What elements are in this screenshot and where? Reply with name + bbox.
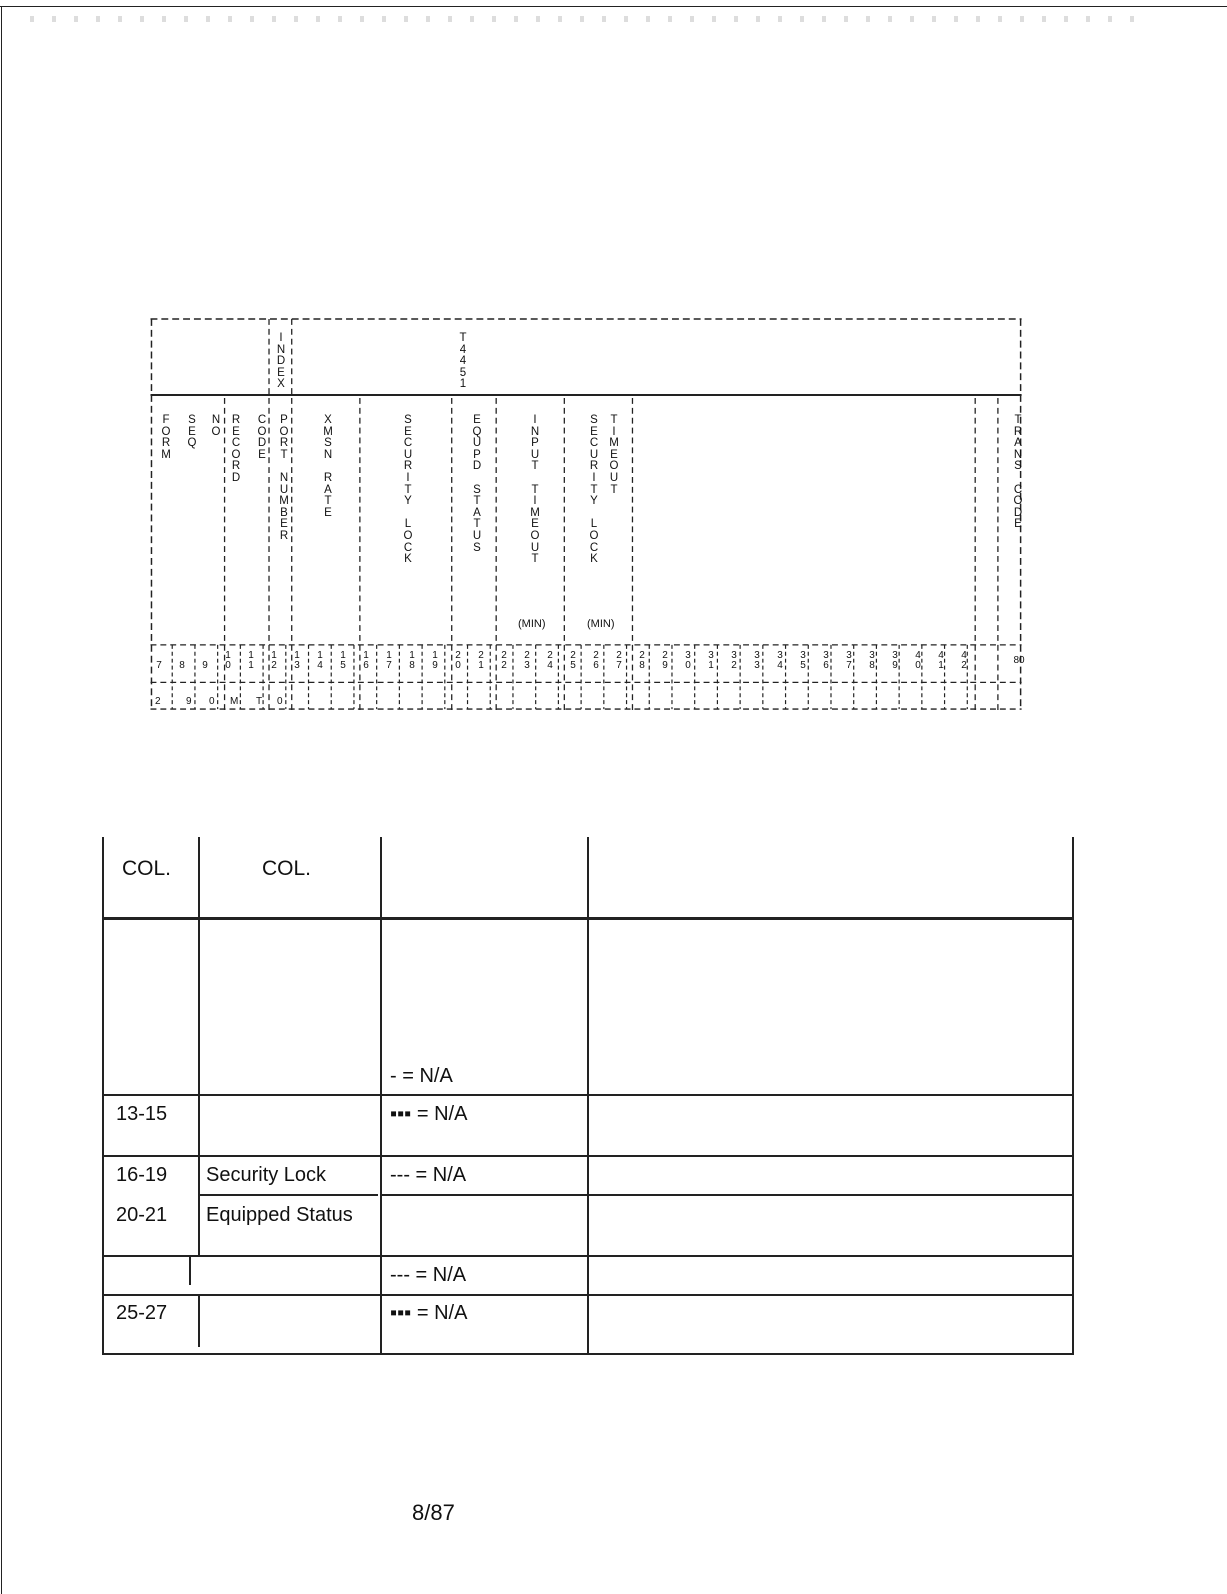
column-number: 2 0	[455, 650, 461, 671]
col-label-trans-code: T R A N S C O D E	[1013, 414, 1023, 531]
prefilled-value: M	[230, 696, 239, 707]
table-row-entry: --- = N/A	[390, 1264, 467, 1286]
column-number: 3 2	[731, 650, 737, 671]
column-number: 2 5	[570, 650, 576, 671]
table-row-col: 16-19	[116, 1164, 168, 1186]
column-number: 3 7	[846, 650, 852, 671]
col-label-input-timeout: I N P U T T I M E O U T	[530, 414, 540, 566]
col-label-port-number: P O R T N U M B E R	[279, 414, 289, 542]
column-number: 3 0	[685, 650, 691, 671]
column-number: 3 6	[823, 650, 829, 671]
table-row-col: 25-27	[116, 1302, 168, 1324]
col-label-security-lock-timeout: S E C U R I T Y L O C K	[589, 414, 599, 566]
page-border-left	[1, 6, 2, 1594]
table-row-col: 13-15	[116, 1103, 168, 1125]
column-number: 2 8	[639, 650, 645, 671]
column-number: 2 4	[547, 650, 553, 671]
page-date: 8/87	[412, 1500, 455, 1525]
col-label-no: N O	[211, 414, 221, 438]
table-row-name: Equipped Status	[206, 1204, 353, 1226]
prefilled-value: 0	[209, 696, 215, 707]
column-number: 1 3	[294, 650, 300, 671]
scan-noise	[30, 16, 1140, 22]
col-label-form: F O R M	[161, 414, 171, 461]
col-label-seq: S E Q	[187, 414, 197, 450]
col-label-equipped-status: E Q U P D S T A T U S	[472, 414, 482, 554]
column-number: 3 9	[892, 650, 898, 671]
column-number: 3 3	[754, 650, 760, 671]
column-number: 7	[156, 660, 162, 671]
column-number: 1 4	[317, 650, 323, 671]
column-number: 1 6	[363, 650, 369, 671]
col-label-record: R E C O R D	[231, 414, 241, 484]
column-number: 1 2	[271, 650, 277, 671]
column-number: 1 5	[340, 650, 346, 671]
col-label-timeout: T I M E O U T	[609, 414, 619, 496]
column-number: 1 1	[248, 650, 254, 671]
prefilled-value: 2	[155, 696, 161, 707]
column-number: 1 9	[432, 650, 438, 671]
col-label-xmsn-rate: X M S N R A T E	[323, 414, 333, 519]
column-number: 1 8	[409, 650, 415, 671]
header-col: COL.	[122, 857, 172, 880]
prefilled-value: 0	[277, 696, 283, 707]
transaction-code-label: T 4 4 5 1	[459, 332, 467, 391]
col-label-security-lock: S E C U R I T Y L O C K	[403, 414, 413, 566]
column-number: 9	[202, 660, 208, 671]
column-number: 2 6	[593, 650, 599, 671]
column-number: 4 1	[938, 650, 944, 671]
column-number: 4 0	[915, 650, 921, 671]
table-row-entry: --- = N/A	[390, 1164, 467, 1186]
column-number: 2 2	[501, 650, 507, 671]
column-number: 2 9	[662, 650, 668, 671]
column-number: 3 8	[869, 650, 875, 671]
column-number: 3 5	[800, 650, 806, 671]
table-row-entry: - = N/A	[390, 1065, 453, 1087]
prefilled-value: T	[256, 696, 263, 707]
table-row-col: 20-21	[116, 1204, 168, 1226]
end-column-number: 80	[1013, 655, 1025, 666]
column-number: 8	[179, 660, 185, 671]
field-description-table	[102, 837, 1074, 1355]
security-lock-timeout-unit: (MIN)	[587, 618, 615, 630]
column-number: 2 1	[478, 650, 484, 671]
column-number: 1 0	[225, 650, 231, 671]
column-number: 3 1	[708, 650, 714, 671]
column-number: 2 7	[616, 650, 622, 671]
form-layout-diagram	[150, 315, 1040, 720]
table-row-name: Security Lock	[206, 1164, 327, 1186]
table-row-entry: ▪▪▪ = N/A	[390, 1302, 468, 1324]
index-label: I N D E X	[276, 332, 286, 391]
table-row-entry: ▪▪▪ = N/A	[390, 1103, 468, 1125]
column-number: 3 4	[777, 650, 783, 671]
prefilled-value: 9	[186, 696, 192, 707]
input-timeout-unit: (MIN)	[518, 618, 546, 630]
column-number: 4 2	[961, 650, 967, 671]
col-label-code: C O D E	[257, 414, 267, 461]
header-col-name: COL.	[262, 857, 312, 880]
column-number: 1 7	[386, 650, 392, 671]
page-border	[0, 6, 1227, 7]
column-number: 2 3	[524, 650, 530, 671]
